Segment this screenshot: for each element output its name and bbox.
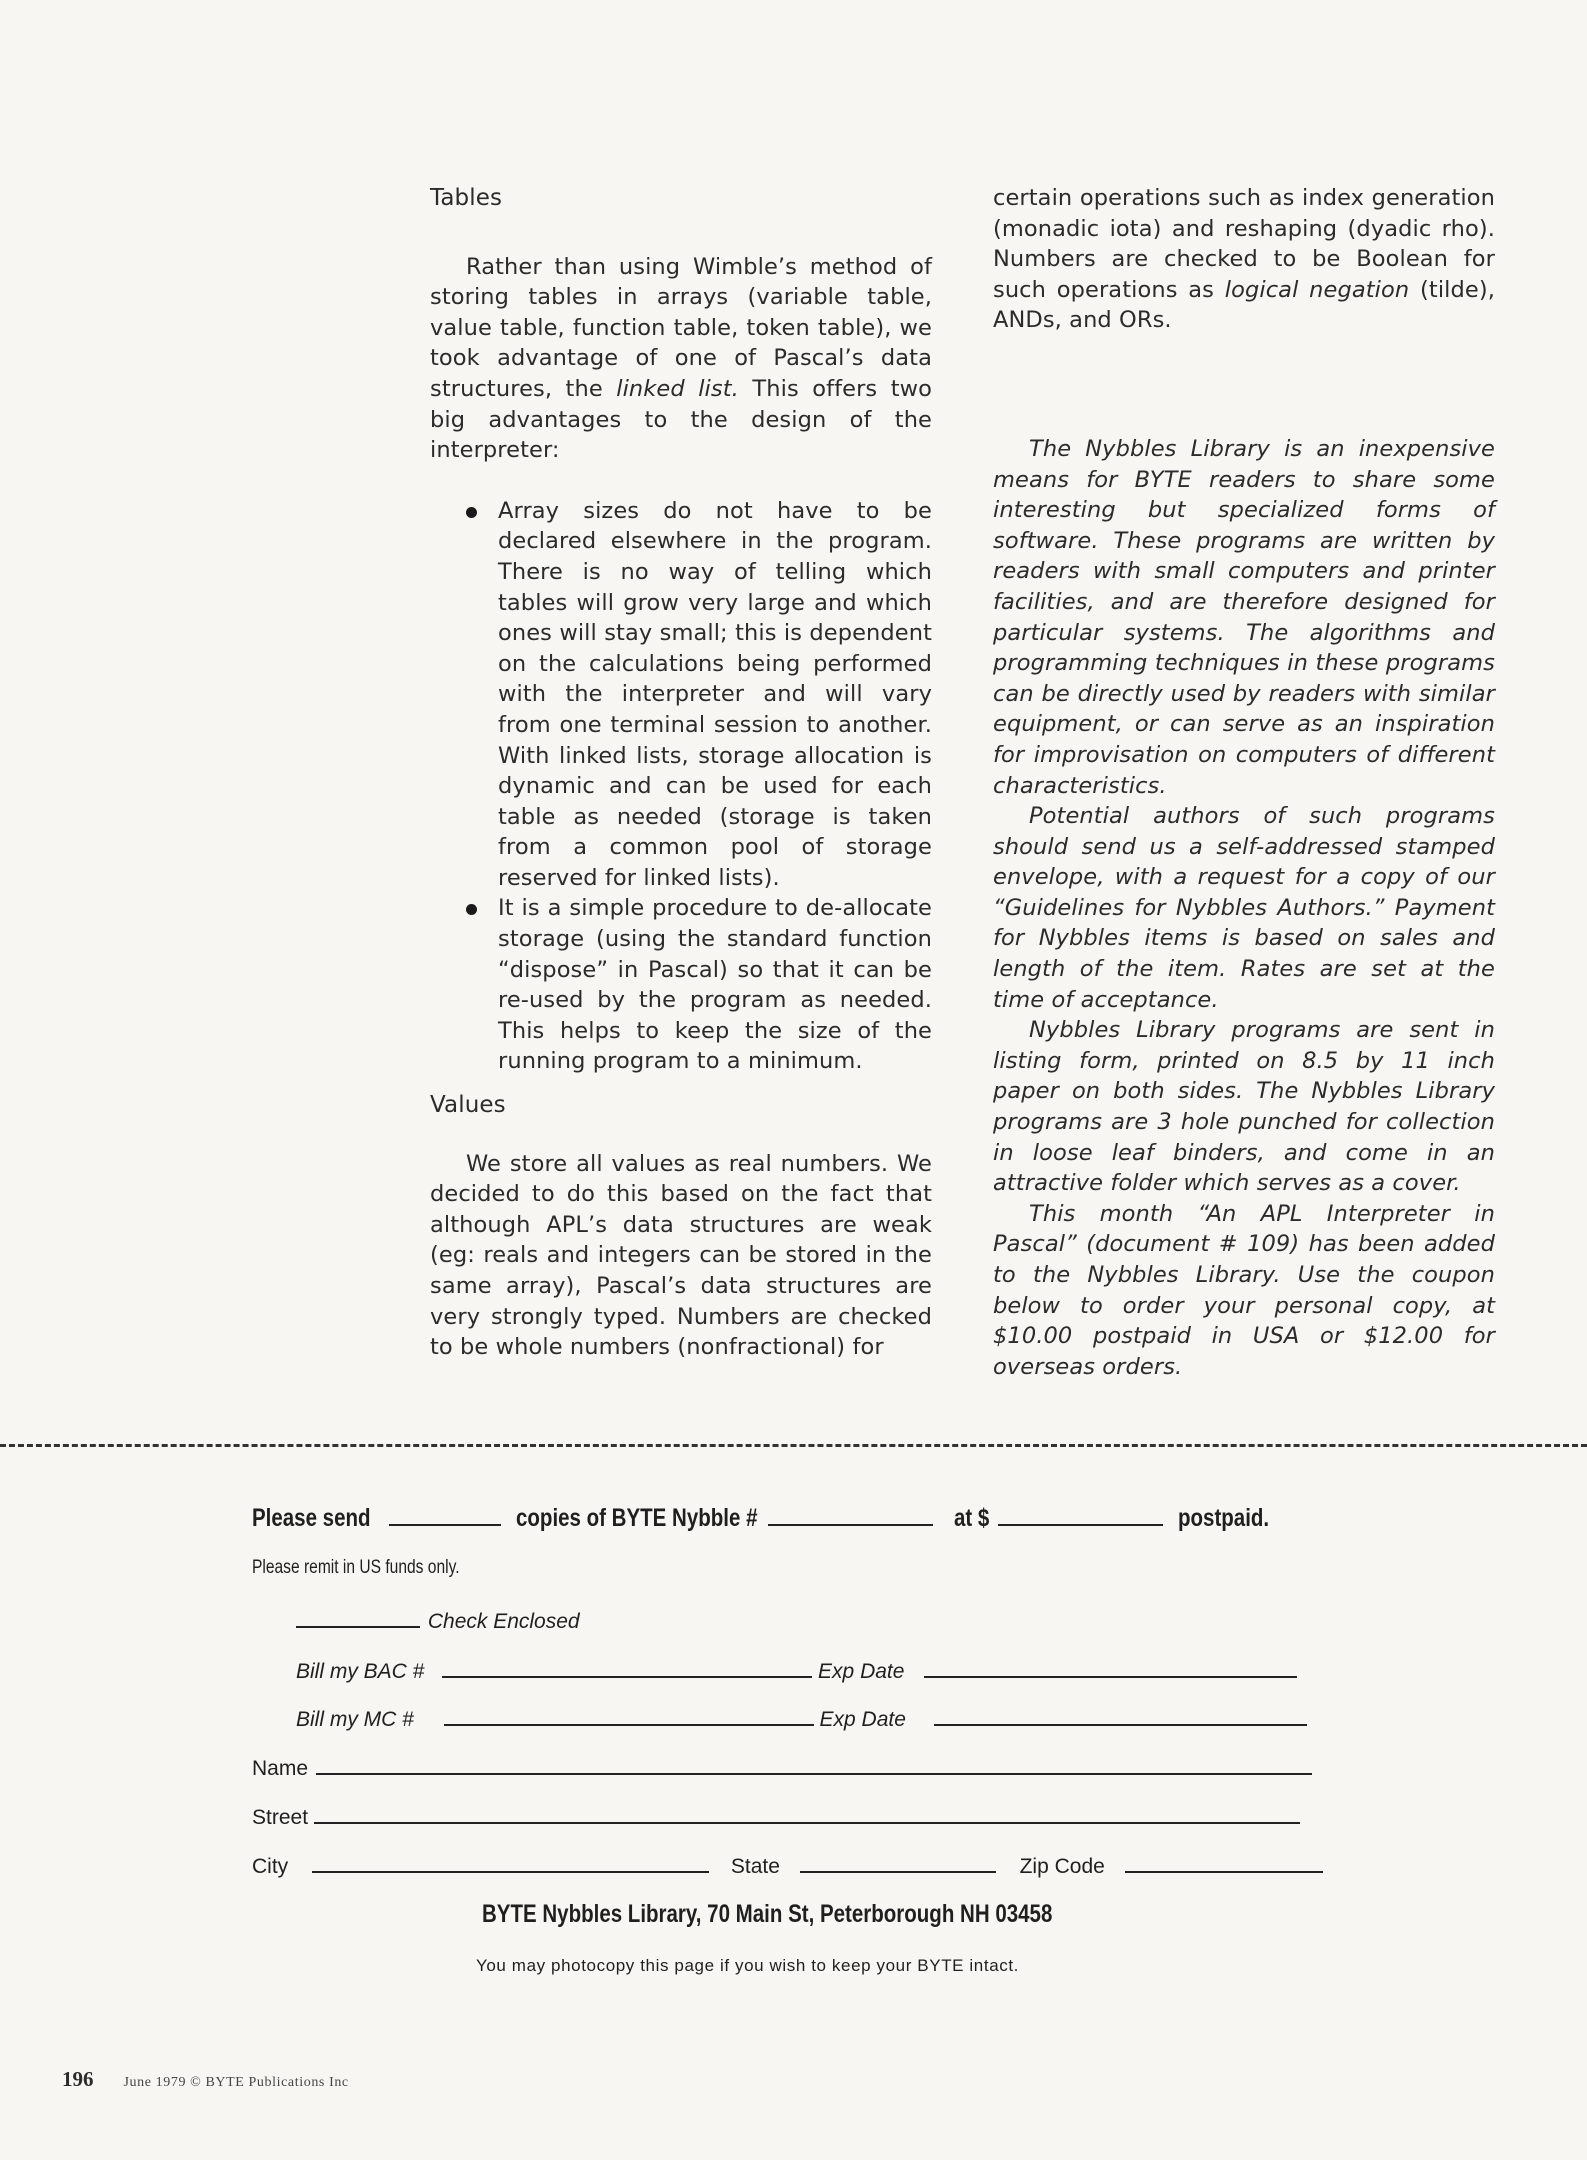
street-field[interactable] <box>314 1802 1300 1824</box>
bac-exp-label: Exp Date <box>818 1660 905 1683</box>
mc-number-field[interactable] <box>444 1704 814 1726</box>
zip-label: Zip Code <box>1019 1855 1105 1878</box>
nybbles-library-notice <box>993 434 1495 1382</box>
price-field[interactable] <box>998 1504 1163 1526</box>
bac-number-field[interactable] <box>442 1656 812 1678</box>
continued-paragraph: certain operations such as index generation (monadic iota) and reshaping (dyadic rho). Numbers are checked to be Boolean for such operations as logical negation (tilde), ANDs, and ORs. <box>993 185 1495 334</box>
nybbles-paragraph: Potential authors of such programs should send us a self-addressed stamped envelope, with a request for a copy of our “Guidelines for Nybbles Authors.” Payment for Nybbles items is based on sales and length of the item. Rates are set at the time of acceptance. <box>993 803 1495 1013</box>
coupon-cut-line <box>0 1444 1587 1447</box>
remit-note: Please remit in US funds only. <box>252 1557 460 1578</box>
city-row <box>252 1851 1323 1879</box>
page-footer <box>62 2067 349 2092</box>
issue-credit: June 1979 © BYTE Publications Inc <box>123 2075 349 2090</box>
city-field[interactable] <box>312 1851 709 1873</box>
street-row <box>252 1802 1300 1830</box>
copies-field[interactable] <box>389 1504 501 1526</box>
mc-exp-field[interactable] <box>934 1704 1307 1726</box>
photocopy-row <box>476 1956 1019 1976</box>
city-label: City <box>252 1855 289 1878</box>
tables-heading: Tables <box>430 185 503 211</box>
bill-mc-label: Bill my MC # <box>296 1708 414 1731</box>
at-label: at $ <box>953 1504 990 1532</box>
bullet-icon <box>466 507 477 518</box>
list-item: Array sizes do not have to be declared elsewhere in the program. There is no way of telling which tables will grow very large and which ones will stay small; this is dependent on the calculations being performed with the interpreter and will vary from one terminal session to another. With linked lists, storage allocation is dynamic and can be used for each table as needed (storage is taken from a common pool of storage reserved for linked lists). <box>430 496 932 894</box>
order-row <box>252 1504 1289 1533</box>
address-row <box>482 1900 1178 1929</box>
name-field[interactable] <box>316 1753 1312 1775</box>
state-label: State <box>730 1855 780 1878</box>
bac-exp-field[interactable] <box>924 1656 1297 1678</box>
postpaid-label: postpaid. <box>1177 1504 1269 1532</box>
tables-paragraph: Rather than using Wimble’s method of storing tables in arrays (variable table, value table, function table, token table), we took advantage of one of Pascal’s data structures, the linked list. This offers two big advantages to the design of the interpreter: <box>430 253 932 464</box>
name-label: Name <box>252 1757 309 1780</box>
nybbles-paragraph: Nybbles Library programs are sent in listing form, printed on 8.5 by 11 inch paper on both sides. The Nybbles Library programs are 3 hole punched for collection in loose leaf binders, and come in an attractive folder which serves as a cover. <box>993 1017 1495 1197</box>
copies-of-label: copies of BYTE Nybble # <box>516 1504 758 1532</box>
page-number: 196 <box>62 2067 94 2091</box>
nybble-number-field[interactable] <box>768 1504 933 1526</box>
check-row <box>296 1606 580 1634</box>
mc-row <box>296 1704 1307 1732</box>
please-send-label: Please send <box>252 1504 371 1532</box>
right-column <box>993 183 1495 1382</box>
advantages-list <box>430 496 932 1077</box>
nybbles-paragraph: The Nybbles Library is an inexpensive means for BYTE readers to share some interesting but specialized forms of software. These programs are written by readers with small computers and printer facilities, and are therefore designed for particular systems. The algorithms and programming techniques in these programs can be directly used by readers with similar equipment, or can serve as an inspiration for improvisation on computers of different characteristics. <box>993 435 1495 799</box>
nybbles-paragraph: This month “An APL Interpreter in Pascal” (document # 109) has been added to the Nybbles Library. Use the coupon below to order your personal copy, at $10.00 postpaid in USA or $12.00 for overseas orders. <box>993 1200 1495 1380</box>
bac-row <box>296 1656 1297 1684</box>
mailing-address: BYTE Nybbles Library, 70 Main St, Peterborough NH 03458 <box>482 1900 1053 1928</box>
photocopy-note: You may photocopy this page if you wish to keep your BYTE intact. <box>476 1956 1019 1975</box>
values-paragraph: We store all values as real numbers. We decided to do this based on the fact that although APL’s data structures are weak (eg: reals and integers can be stored in the same array), Pascal’s data structures are very strongly typed. Numbers are checked to be whole numbers (nonfractional) for <box>430 1150 932 1361</box>
list-item: It is a simple procedure to de-allocate storage (using the standard function “dispose” in Pascal) so that it can be re-used by the program as needed. This helps to keep the size of the running program to a minimum. <box>430 893 932 1077</box>
values-heading: Values <box>430 1092 506 1119</box>
check-enclosed-label: Check Enclosed <box>427 1610 580 1633</box>
left-column <box>430 183 932 1363</box>
bullet-icon <box>466 904 477 915</box>
mc-exp-label: Exp Date <box>819 1708 906 1731</box>
bill-bac-label: Bill my BAC # <box>296 1660 425 1683</box>
zip-field[interactable] <box>1125 1851 1323 1873</box>
remit-row <box>252 1557 505 1579</box>
check-enclosed-field[interactable] <box>296 1606 420 1628</box>
state-field[interactable] <box>800 1851 996 1873</box>
name-row <box>252 1753 1312 1781</box>
street-label: Street <box>252 1806 309 1829</box>
